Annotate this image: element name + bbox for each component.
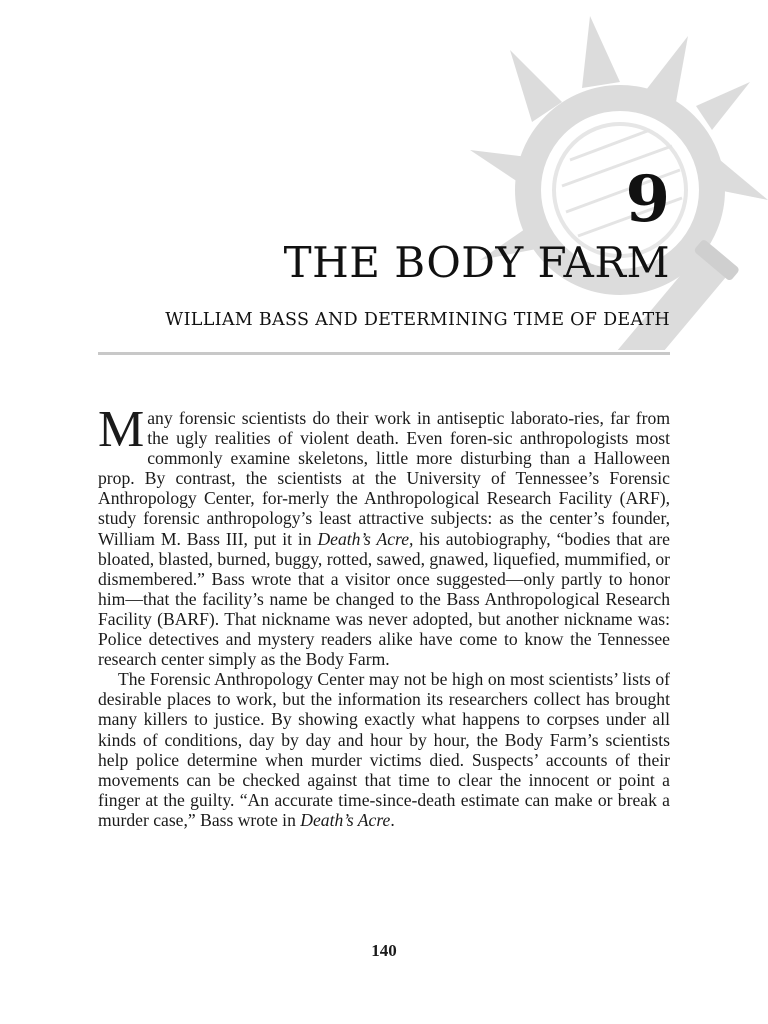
page-number: 140 — [371, 941, 397, 960]
drop-cap: M — [98, 401, 145, 458]
book-title: Death’s Acre — [300, 809, 391, 830]
paragraph-1: Many forensic scientists do their work in antiseptic laborato-ries, far from the ugly realities of violent death. Even foren-sic anthropologists most commonly examine skeletons, little more disturbing than a Halloween prop. By contrast, the scientists at the University of Tennessee’s Forensic Anthropology Center, for-merly the Anthropological Research Facility (ARF), study forensic anthropology’s least attractive subjects: as the center’s founder, William M. Bass III, put it in Death’s Acre, his autobiography, “bodies that are bloated, blasted, burned, buggy, rotted, sawed, gnawed, liquefied, mummified, or dismembered.” Bass wrote that a visitor once suggested—only partly to honor him—that the facility’s name be changed to the Bass Anthropological Research Facility (BARF). That nickname was never adopted, but another nickname was: Police detectives and mystery readers alike have come to know the Tennessee research center simply as the Body Farm. — [98, 401, 670, 670]
chapter-subtitle: WILLIAM BASS AND DETERMINING TIME OF DEATH — [165, 310, 670, 330]
book-title: Death’s Acre, — [317, 528, 414, 549]
chapter-number: 9 — [625, 162, 670, 237]
paragraph-2: The Forensic Anthropology Center may not be high on most scientists’ lists of desirable places to work, but the information its researchers collect has brought many killers to justice. By showing exactly what happens to corpses under all kinds of conditions, day by day and hour by hour, the Body Farm’s scientists help police determine when murder victims died. Suspects’ accounts of their movements can be checked against that time to clear the innocent or point a finger at the guilty. “An accurate time-since-death estimate can make or break a murder case,” Bass wrote in Death’s Acre. — [98, 669, 670, 830]
chapter-title: THE BODY FARM — [283, 238, 670, 287]
magnifying-glass-sunburst-icon — [450, 10, 768, 350]
title-divider — [98, 352, 670, 355]
chapter-body — [98, 401, 670, 830]
